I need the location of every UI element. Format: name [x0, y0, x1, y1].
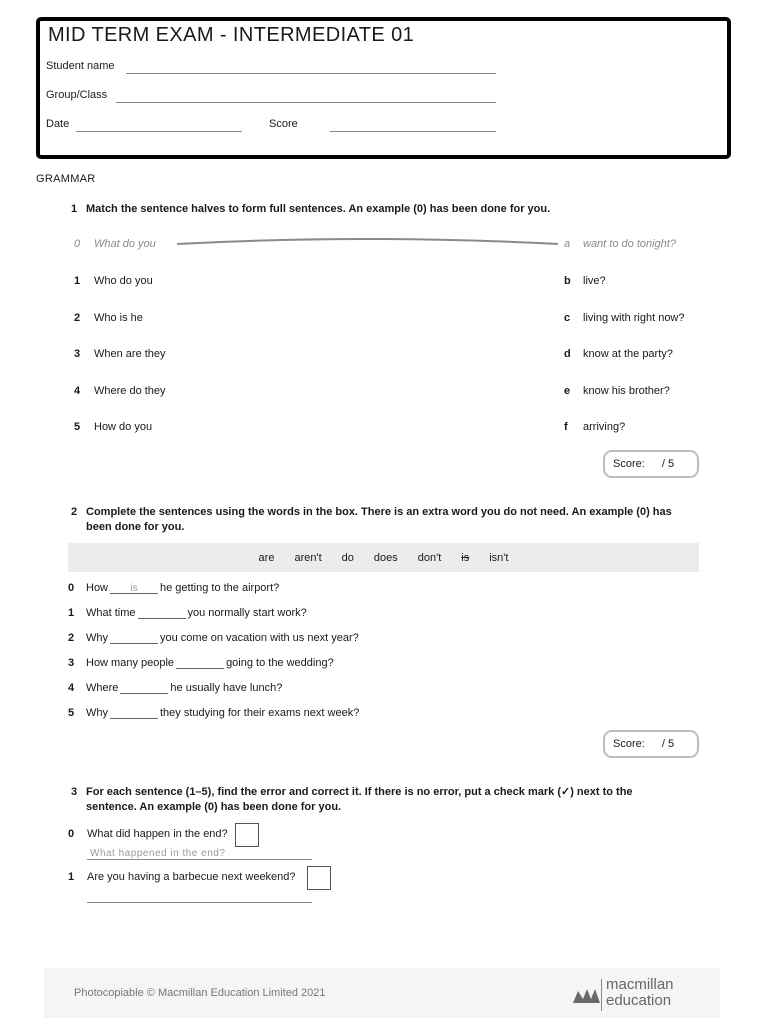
q1-left-number: 1: [74, 275, 81, 287]
q1-right-letter: e: [564, 385, 571, 397]
q3-item-0-answer-line[interactable]: [87, 859, 312, 860]
macmillan-logo-icon: [572, 983, 602, 1007]
score-label: Score: [269, 118, 298, 130]
q2-score-total: / 5: [661, 738, 675, 750]
section-heading: GRAMMAR: [36, 173, 96, 185]
q2-sentence-row: [68, 607, 307, 619]
q2-answer-blank[interactable]: [110, 632, 158, 644]
q2-sentence-row: [68, 632, 359, 644]
q3-item-1-number: 1: [68, 871, 75, 883]
q1-left-text: What do you: [94, 238, 156, 250]
q2-sentence-after: going to the wedding?: [226, 657, 334, 669]
q1-score-total: / 5: [661, 458, 675, 470]
q2-sentence-after: they studying for their exams next week?: [160, 707, 360, 719]
q2-sentence-after: you come on vacation with us next year?: [160, 632, 359, 644]
q2-number: 2: [71, 506, 78, 518]
q2-sentence-number: 4: [68, 682, 75, 694]
q2-sentence-row: [68, 707, 359, 719]
q1-left-number: 0: [74, 238, 81, 250]
copyright-text: Photocopiable © Macmillan Education Limited 2021: [74, 987, 326, 999]
group-class-label: Group/Class: [46, 89, 108, 101]
q3-item-1-answer-line[interactable]: [87, 902, 312, 903]
q2-sentence-number: 5: [68, 707, 75, 719]
word-are: are: [258, 551, 275, 564]
q1-right-text: live?: [583, 275, 606, 287]
student-name-label: Student name: [46, 60, 115, 72]
q2-sentence-after: you normally start work?: [187, 607, 307, 619]
q2-sentence-row: [68, 657, 334, 669]
group-class-field[interactable]: [116, 102, 496, 103]
q1-left-number: 2: [74, 312, 81, 324]
q1-right-text: know his brother?: [583, 385, 670, 397]
word-isnt: isn't: [489, 551, 509, 564]
q2-sentence-row: [68, 582, 279, 594]
q3-item-0-checkbox[interactable]: [235, 823, 259, 847]
q1-left-number: 4: [74, 385, 81, 397]
q2-score-box: [603, 730, 699, 758]
q2-answer-fill: is: [130, 583, 138, 594]
word-is-struck: is: [461, 551, 470, 564]
q1-left-text: How do you: [94, 421, 153, 433]
q2-sentence-number: 1: [68, 607, 75, 619]
q1-right-letter: d: [564, 348, 571, 360]
q2-sentence-before: What time: [86, 607, 136, 619]
q2-answer-blank[interactable]: [176, 657, 224, 669]
q2-answer-blank[interactable]: [110, 707, 158, 719]
q2-instruction: Complete the sentences using the words in the box. There is an extra word you do not need. An example (0) has been done for you.: [86, 506, 672, 533]
q2-score-label: Score:: [613, 738, 645, 750]
q1-left-number: 5: [74, 421, 81, 433]
score-field[interactable]: [330, 131, 496, 132]
q2-sentence-after: he usually have lunch?: [170, 682, 283, 694]
q1-instruction: Match the sentence halves to form full sentences. An example (0) has been done for you.: [86, 203, 551, 215]
q3-item-1-text: Are you having a barbecue next weekend?: [87, 871, 296, 883]
date-label: Date: [46, 118, 70, 130]
q3-item-0-text: What did happen in the end?: [87, 828, 228, 840]
q1-right-text: living with right now?: [583, 312, 685, 324]
q2-sentence-before: Why: [86, 707, 108, 719]
q1-left-text: When are they: [94, 348, 166, 360]
q1-right-letter: f: [564, 421, 568, 433]
q2-answer-blank[interactable]: [138, 607, 186, 619]
q2-sentence-before: Where: [86, 682, 119, 694]
q1-right-letter: a: [564, 238, 571, 250]
student-name-field[interactable]: [126, 73, 496, 74]
page-footer: [44, 968, 720, 1018]
q3-number: 3: [71, 786, 78, 798]
exam-header-box: [36, 17, 731, 159]
q2-sentence-before: How many people: [86, 657, 175, 669]
macmillan-logo: [572, 977, 712, 1013]
example-match-line: [175, 236, 560, 248]
q1-score-label: Score:: [613, 458, 645, 470]
q2-sentence-before: Why: [86, 632, 108, 644]
q1-score-box: [603, 450, 699, 478]
q3-item-0-number: 0: [68, 828, 75, 840]
exam-title: MID TERM EXAM - INTERMEDIATE 01: [48, 24, 415, 46]
q1-left-text: Who is he: [94, 312, 143, 324]
q2-sentence-number: 2: [68, 632, 75, 644]
q2-sentence-number: 3: [68, 657, 75, 669]
q1-right-letter: c: [564, 312, 571, 324]
q2-sentence-row: [68, 682, 282, 694]
q2-answer-blank[interactable]: [120, 682, 168, 694]
q1-right-letter: b: [564, 275, 571, 287]
q1-left-number: 3: [74, 348, 81, 360]
q2-sentence-after: he getting to the airport?: [160, 582, 280, 594]
q1-left-text: Where do they: [94, 385, 166, 397]
word-do: do: [341, 551, 354, 564]
q2-sentence-number: 0: [68, 582, 75, 594]
q1-right-text: know at the party?: [583, 348, 673, 360]
word-does: does: [373, 551, 398, 564]
q3-item-1-checkbox[interactable]: [307, 866, 331, 890]
q3-item-0-answer: What happened in the end?: [90, 848, 226, 859]
q1-number: 1: [71, 203, 78, 215]
q1-right-text: arriving?: [583, 421, 626, 433]
q1-left-text: Who do you: [94, 275, 153, 287]
q1-right-text: want to do tonight?: [583, 238, 676, 250]
q2-answer-blank[interactable]: [110, 582, 158, 594]
q2-sentence-before: How: [86, 582, 109, 594]
q3-instruction: For each sentence (1–5), find the error and correct it. If there is no error, put a check mark (✓) next to the sentence. An example (0) has been done for you.: [86, 786, 633, 813]
word-box: [68, 543, 699, 572]
word-arent: aren't: [294, 551, 322, 564]
macmillan-logo-text: macmillan education: [606, 976, 674, 1009]
date-field[interactable]: [76, 131, 242, 132]
word-dont: don't: [417, 551, 442, 564]
